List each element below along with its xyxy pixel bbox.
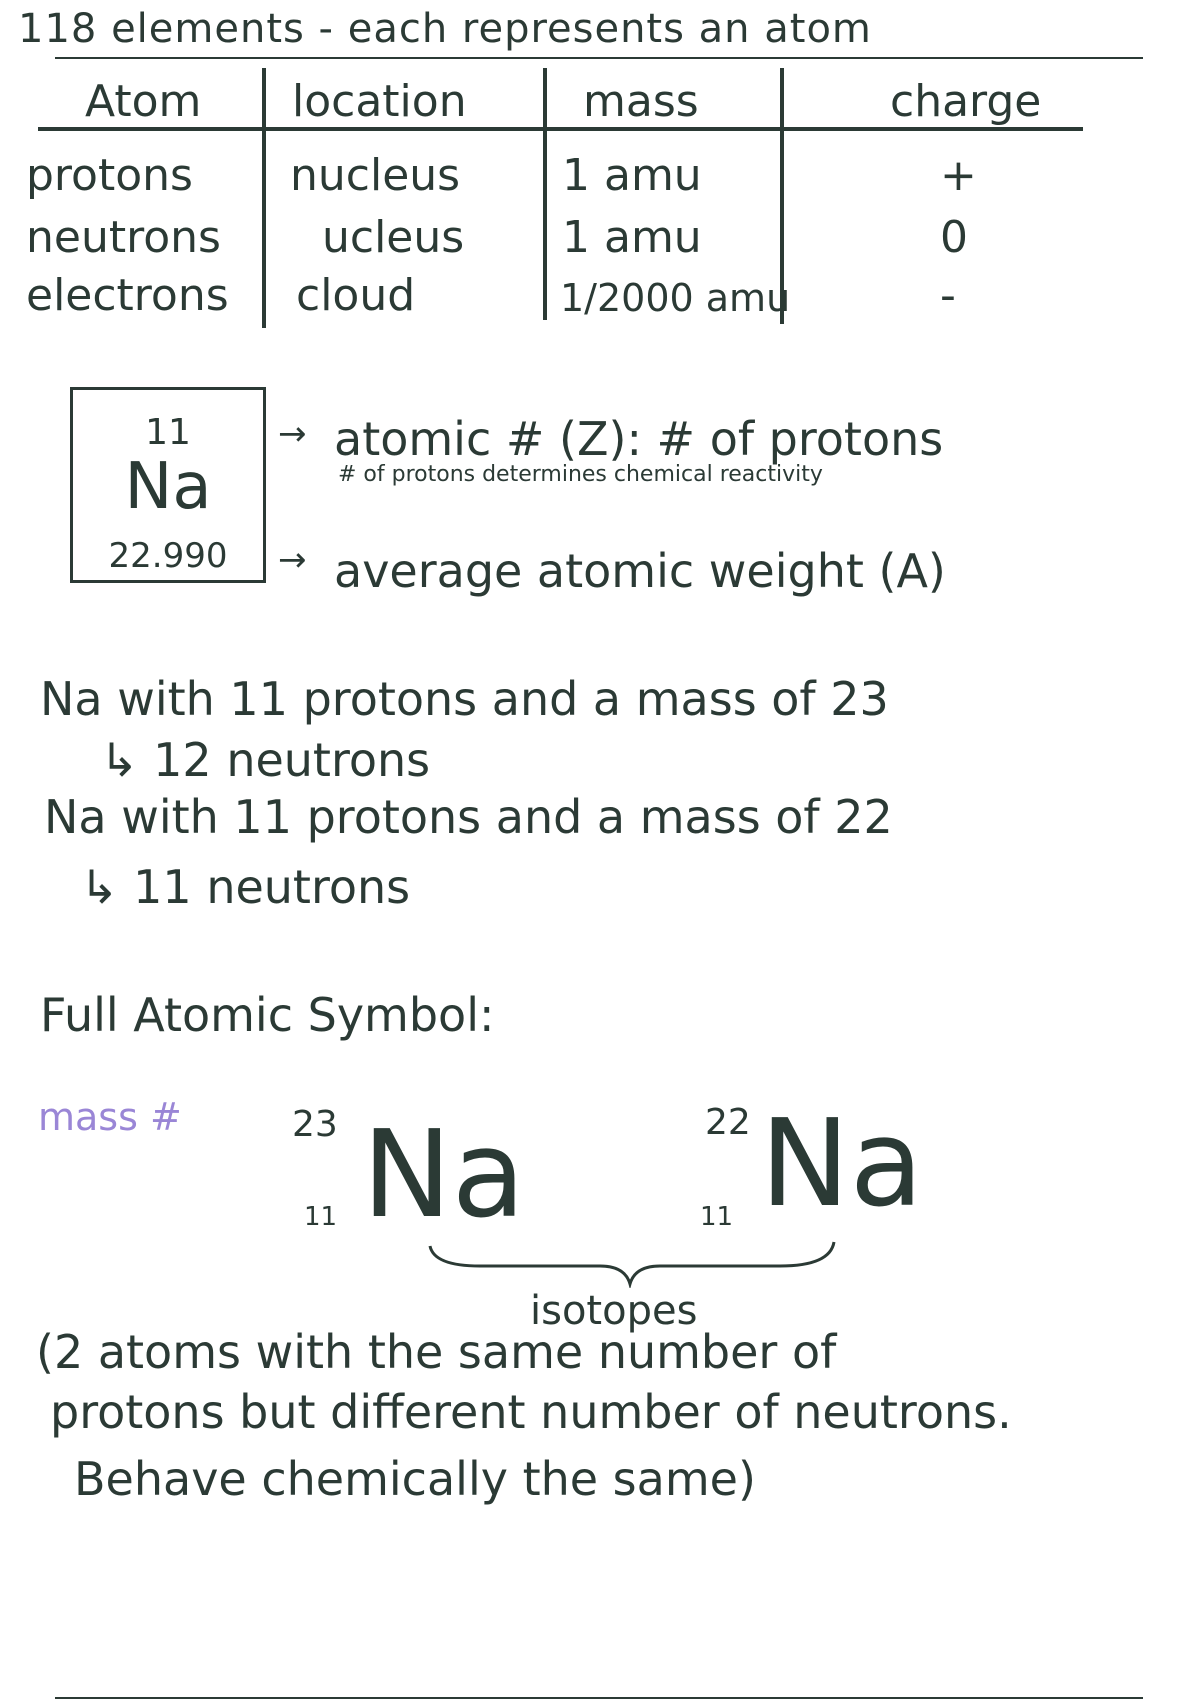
- isotope-symbol: Na: [362, 1106, 526, 1245]
- atomic-weight-definition: average atomic weight (A): [334, 544, 946, 598]
- table-divider-1: [262, 68, 266, 328]
- table-cell: +: [940, 150, 977, 201]
- definition-line: Behave chemically the same): [74, 1452, 756, 1506]
- page-bottom-rule: [55, 1697, 1143, 1699]
- title-underline: [55, 57, 1143, 59]
- table-header-mass: mass: [583, 76, 699, 127]
- section-heading: Full Atomic Symbol:: [40, 988, 495, 1042]
- table-header-location: location: [292, 76, 467, 127]
- example-result: ↳ 12 neutrons: [100, 733, 431, 787]
- definition-line: (2 atoms with the same number of: [36, 1325, 837, 1379]
- element-atomic-number: 11: [145, 412, 191, 453]
- arrow-icon: →: [278, 540, 307, 580]
- table-cell: electrons: [26, 270, 229, 321]
- isotope-brace: [420, 1238, 840, 1288]
- table-row: [26, 150, 193, 201]
- table-header-rule: [38, 127, 1083, 131]
- isotope-symbol: Na: [760, 1095, 924, 1234]
- table-cell: 1 amu: [562, 150, 702, 201]
- example-line: Na with 11 protons and a mass of 23: [40, 672, 889, 726]
- isotope-atomic-number: 11: [304, 1202, 338, 1232]
- isotope-mass-number: 22: [705, 1102, 751, 1143]
- table-divider-2: [543, 68, 547, 320]
- isotope-mass-number: 23: [292, 1104, 338, 1145]
- table-cell: nucleus: [290, 150, 461, 201]
- element-symbol: Na: [124, 450, 212, 524]
- table-row: [26, 270, 229, 321]
- table-cell: neutrons: [26, 212, 221, 263]
- table-cell: 1/2000 amu: [560, 276, 791, 320]
- element-mass: 22.990: [108, 536, 228, 576]
- atomic-number-note: # of protons determines chemical reactivity: [338, 462, 823, 487]
- table-row: [26, 212, 221, 263]
- example-result: ↳ 11 neutrons: [80, 860, 411, 914]
- atomic-number-definition: atomic # (Z): # of protons: [334, 412, 944, 466]
- table-cell: -: [940, 270, 956, 321]
- table-header-atom: Atom: [85, 76, 202, 127]
- mass-number-label: mass #: [38, 1095, 182, 1139]
- table-header-charge: charge: [890, 76, 1042, 127]
- arrow-icon: →: [278, 414, 307, 454]
- table-cell: ucleus: [322, 212, 465, 263]
- table-cell: 1 amu: [562, 212, 702, 263]
- definition-line: protons but different number of neutrons.: [50, 1385, 1012, 1439]
- table-cell: cloud: [296, 270, 416, 321]
- example-line: Na with 11 protons and a mass of 22: [44, 790, 893, 844]
- page-title: 118 elements - each represents an atom: [18, 6, 872, 52]
- isotope-atomic-number: 11: [700, 1202, 734, 1232]
- table-cell: 0: [940, 212, 968, 263]
- isotopes-label: isotopes: [530, 1288, 698, 1334]
- element-tile: [70, 387, 266, 583]
- table-cell: protons: [26, 150, 193, 201]
